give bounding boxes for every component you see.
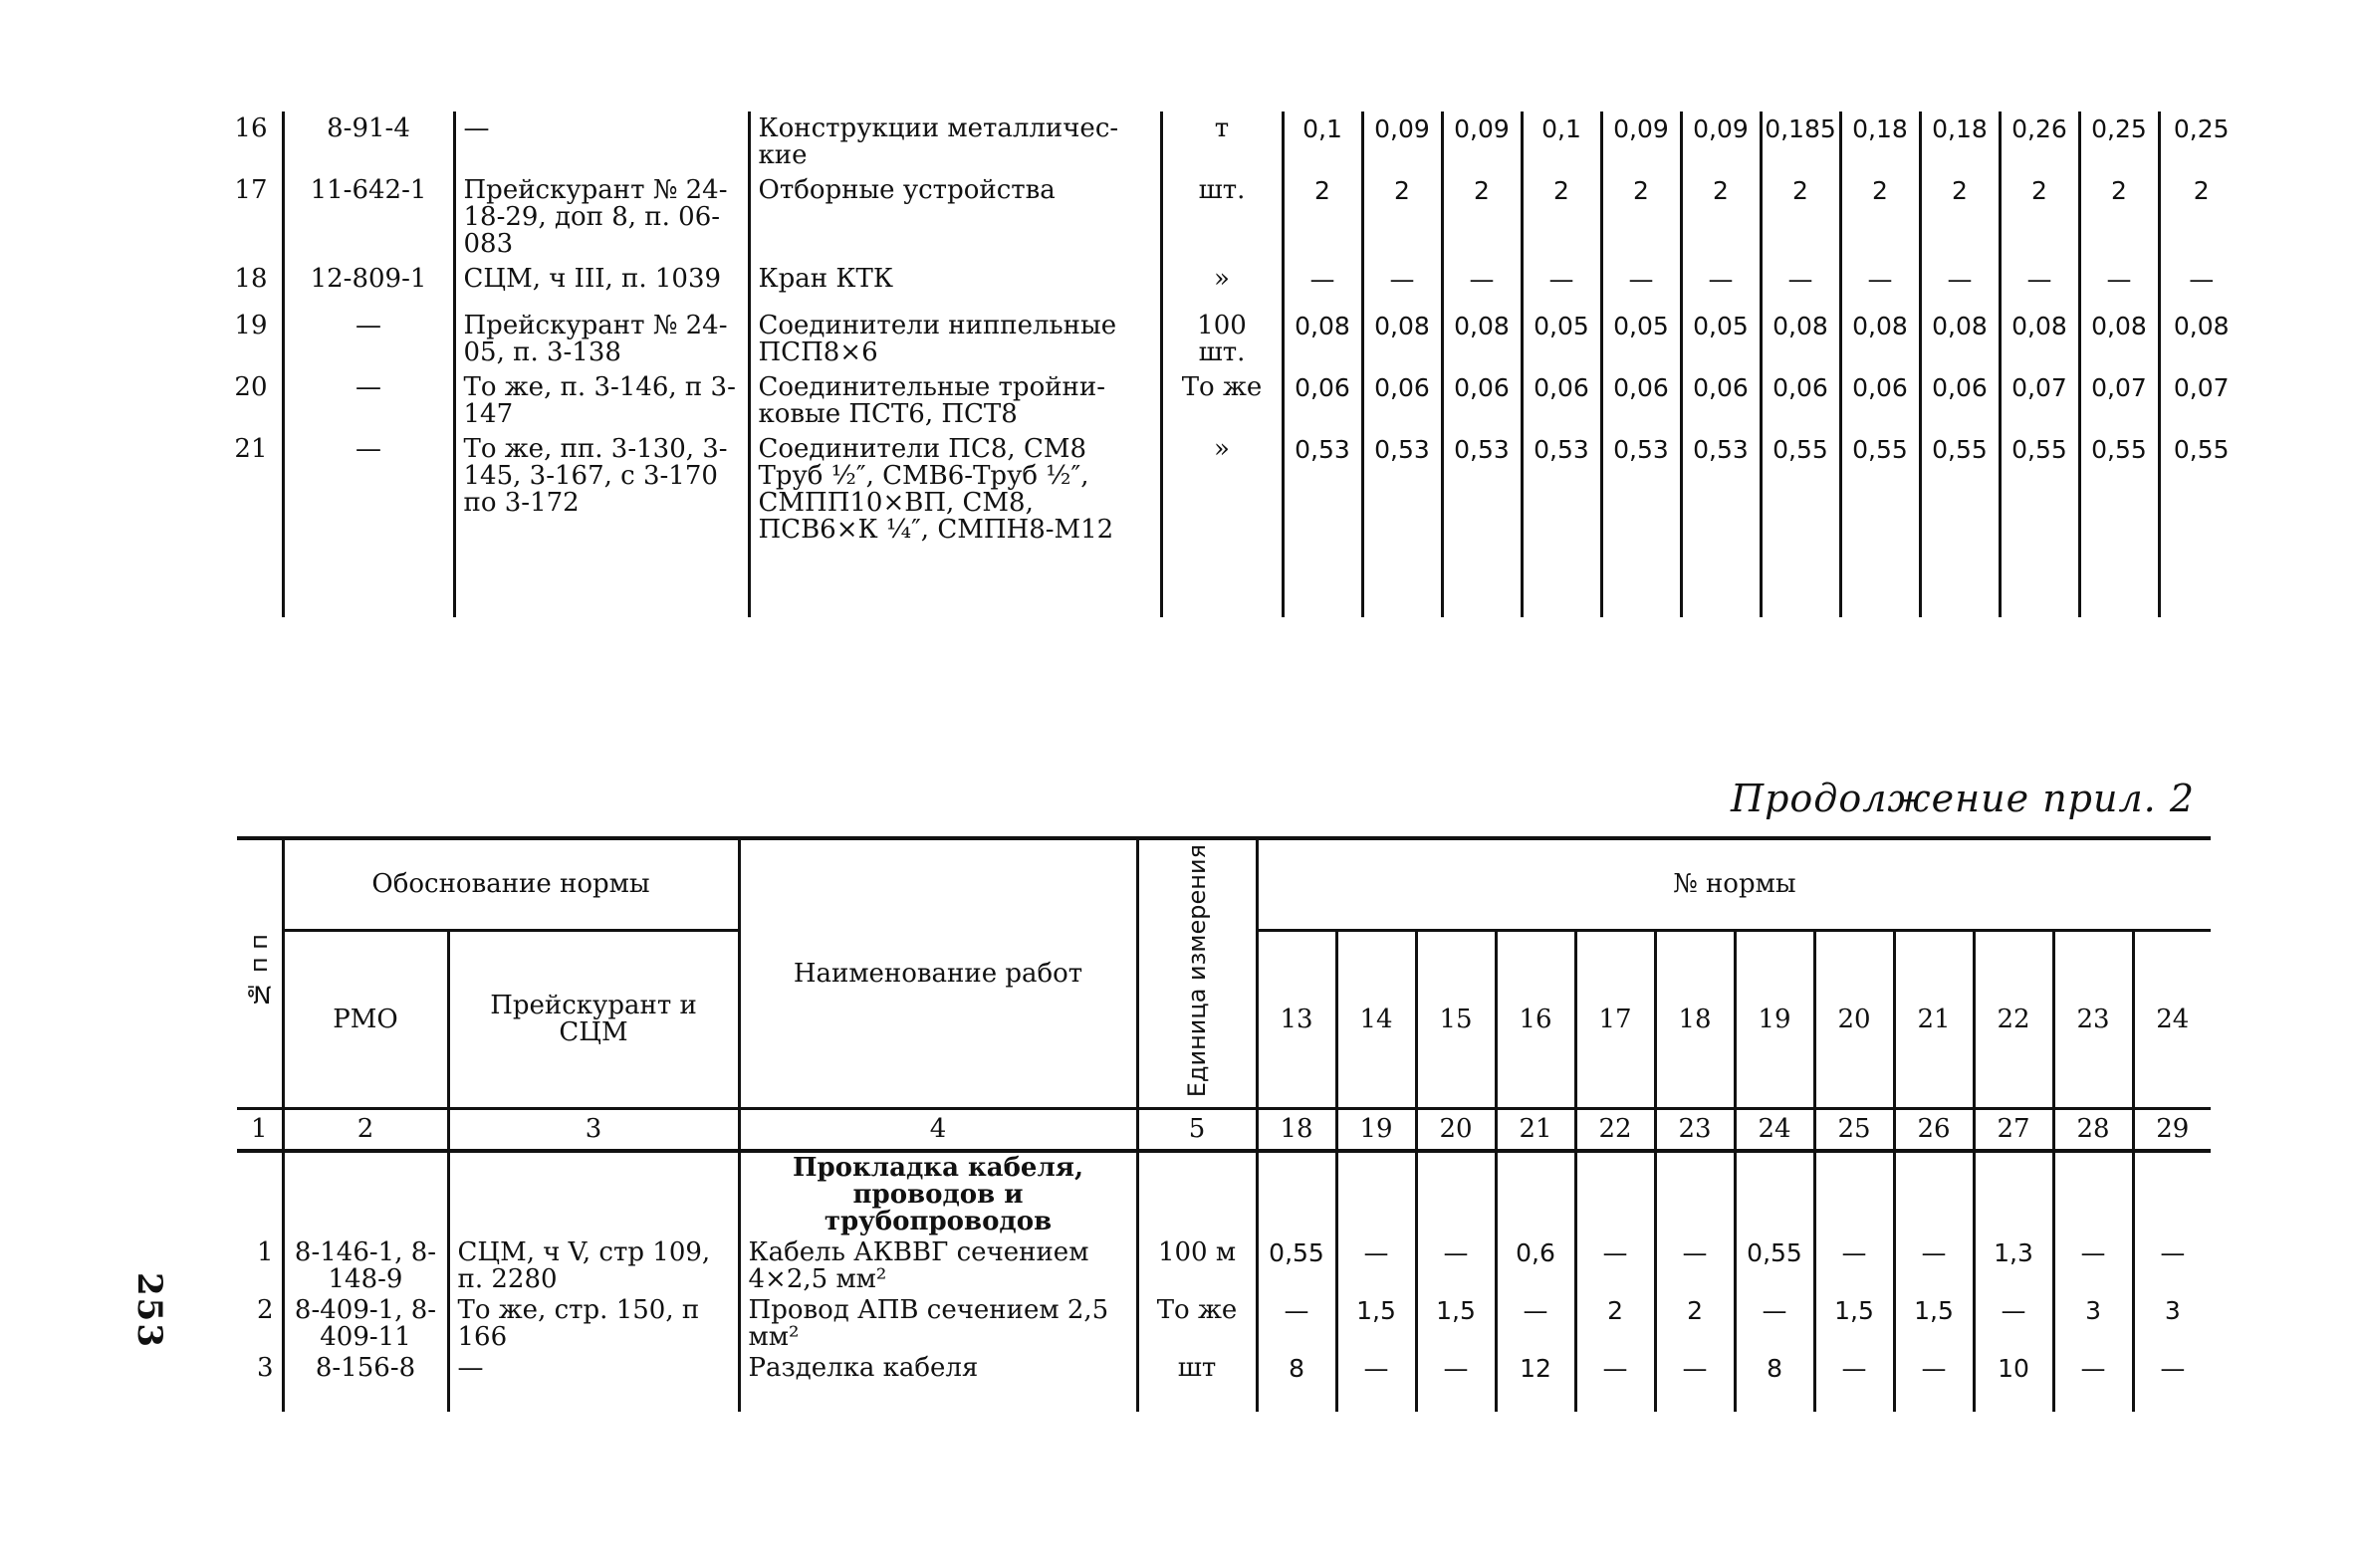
- price-cell: Прейскурант № 24-18-29, доп 8, п. 06-083: [454, 173, 749, 262]
- unit-cell: То же: [1137, 1295, 1257, 1353]
- empty-cell: [1575, 1151, 1655, 1237]
- norm-value-cell: 3: [2133, 1295, 2211, 1353]
- price-cell: То же, п. 3-146, п 3-147: [454, 370, 749, 432]
- norm-value-cell: 3: [2053, 1295, 2133, 1353]
- norm-value-cell: —: [1575, 1237, 1655, 1295]
- price-cell: Прейскурант № 24-05, п. 3-138: [454, 309, 749, 370]
- table-tail-row: [221, 548, 2243, 617]
- norm-value-cell: —: [1840, 262, 1920, 309]
- norm-value-cell: 0,53: [1601, 432, 1681, 548]
- norm-value-cell: —: [2159, 262, 2243, 309]
- row-number: 2: [256, 1295, 274, 1326]
- header-price: Прейскурант и СЦМ: [448, 931, 739, 1109]
- norm-value-cell: 0,09: [1362, 112, 1442, 173]
- row-number: 3: [256, 1353, 274, 1384]
- norm-value-cell: —: [1336, 1237, 1416, 1295]
- norm-value-cell: —: [1575, 1353, 1655, 1412]
- unit-cell: т: [1161, 112, 1283, 173]
- page-number: 253: [129, 1272, 169, 1349]
- section-title: Прокладка кабеля, проводов и трубопроводов: [739, 1151, 1137, 1237]
- empty-cell: [1735, 1151, 1814, 1237]
- empty-cell: [1416, 1151, 1496, 1237]
- work-name-cell: Отборные устройства: [749, 173, 1161, 262]
- row-number: 21: [234, 434, 268, 464]
- column-index: 29: [2133, 1109, 2211, 1152]
- norm-value-cell: 2: [1442, 173, 1522, 262]
- norm-value-cell: 0,07: [2000, 370, 2079, 432]
- norm-value-cell: —: [2079, 262, 2159, 309]
- norm-value-cell: 2: [1575, 1295, 1655, 1353]
- header-unit: [1137, 838, 1257, 1109]
- column-index: 22: [1575, 1109, 1655, 1152]
- norm-value-cell: 0,05: [1601, 309, 1681, 370]
- norm-value-cell: 0,55: [2159, 432, 2243, 548]
- norm-value-cell: —: [2053, 1237, 2133, 1295]
- norm-value-cell: 8: [1735, 1353, 1814, 1412]
- table-row: [221, 370, 2243, 432]
- norm-value-cell: —: [1257, 1295, 1336, 1353]
- column-index: 4: [739, 1109, 1137, 1152]
- norm-value-cell: 1,5: [1336, 1295, 1416, 1353]
- norm-value-cell: 0,08: [2079, 309, 2159, 370]
- norm-value-cell: 0,55: [2079, 432, 2159, 548]
- table-row: [221, 112, 2243, 173]
- empty-cell: [2079, 548, 2159, 617]
- column-index: 21: [1496, 1109, 1575, 1152]
- empty-cell: [1920, 548, 2000, 617]
- empty-cell: [2159, 548, 2243, 617]
- norm-value-cell: 0,55: [2000, 432, 2079, 548]
- norm-value-cell: —: [1416, 1353, 1496, 1412]
- norm-number-header: 23: [2053, 931, 2133, 1109]
- norm-value-cell: 0,53: [1362, 432, 1442, 548]
- price-cell: То же, стр. 150, п 166: [448, 1295, 739, 1353]
- norm-number-header: 17: [1575, 931, 1655, 1109]
- table-row: [237, 1295, 2211, 1353]
- empty-cell: [2000, 548, 2079, 617]
- norm-value-cell: —: [1496, 1295, 1575, 1353]
- norm-value-cell: —: [1761, 262, 1840, 309]
- norm-value-cell: 2: [2159, 173, 2243, 262]
- column-index: 25: [1814, 1109, 1894, 1152]
- norm-value-cell: 0,55: [1761, 432, 1840, 548]
- norm-value-cell: 2: [2000, 173, 2079, 262]
- norm-value-cell: —: [2000, 262, 2079, 309]
- norm-value-cell: 0,08: [1840, 309, 1920, 370]
- norm-number-header: 19: [1735, 931, 1814, 1109]
- header-norm-group: № нормы: [1257, 838, 2211, 931]
- header-num: [237, 838, 283, 1109]
- norm-value-cell: 2: [1655, 1295, 1735, 1353]
- norm-value-cell: —: [2133, 1353, 2211, 1412]
- norm-value-cell: 2: [1601, 173, 1681, 262]
- header-num-label: № п п: [245, 933, 274, 1008]
- norm-value-cell: —: [1601, 262, 1681, 309]
- rmo-cell: 8-146-1, 8-148-9: [283, 1237, 448, 1295]
- section-title-row: [237, 1151, 2211, 1237]
- empty-cell: [221, 548, 283, 617]
- header-rmo: РМО: [283, 931, 448, 1109]
- norm-value-cell: 2: [1681, 173, 1761, 262]
- norm-value-cell: 0,08: [1761, 309, 1840, 370]
- empty-cell: [1336, 1151, 1416, 1237]
- table-row: [221, 262, 2243, 309]
- top-table-body: [221, 112, 2243, 617]
- norm-number-header: 21: [1894, 931, 1974, 1109]
- empty-cell: [2053, 1151, 2133, 1237]
- norm-value-cell: 2: [2079, 173, 2159, 262]
- norm-value-cell: —: [1442, 262, 1522, 309]
- norm-value-cell: 0,05: [1681, 309, 1761, 370]
- column-index: 3: [448, 1109, 739, 1152]
- column-index: 1: [237, 1109, 283, 1152]
- norm-number-header: 22: [1974, 931, 2053, 1109]
- empty-cell: [749, 548, 1161, 617]
- norm-value-cell: 1,5: [1416, 1295, 1496, 1353]
- work-name-cell: Конструкции металличес-кие: [749, 112, 1161, 173]
- work-name-cell: Разделка кабеля: [739, 1353, 1137, 1412]
- norm-value-cell: 0,6: [1496, 1237, 1575, 1295]
- norm-value-cell: —: [1655, 1353, 1735, 1412]
- norm-value-cell: 2: [1362, 173, 1442, 262]
- norm-value-cell: 0,09: [1442, 112, 1522, 173]
- price-cell: СЦМ, ч V, стр 109, п. 2280: [448, 1237, 739, 1295]
- column-index: 18: [1257, 1109, 1336, 1152]
- bottom-table: [237, 836, 2211, 1412]
- row-number: 17: [234, 175, 268, 205]
- work-name-cell: Соединители ПС8, СМ8 Труб ½″, СМВ6-Труб ½″, СМПП10×ВП, СМ8, ПСВ6×К ¼″, СМПН8-М12: [749, 432, 1161, 548]
- unit-cell: 100 шт.: [1161, 309, 1283, 370]
- norm-value-cell: —: [1681, 262, 1761, 309]
- row-number: 19: [234, 311, 268, 340]
- empty-cell: [1974, 1151, 2053, 1237]
- norm-number-header: 18: [1655, 931, 1735, 1109]
- norm-number-header: 20: [1814, 931, 1894, 1109]
- norm-value-cell: 2: [1522, 173, 1601, 262]
- norm-value-cell: 0,06: [1283, 370, 1362, 432]
- norm-value-cell: 0,07: [2079, 370, 2159, 432]
- norm-value-cell: 0,18: [1920, 112, 2000, 173]
- empty-cell: [1601, 548, 1681, 617]
- rmo-cell: 8-409-1, 8-409-11: [283, 1295, 448, 1353]
- norm-value-cell: 0,06: [1601, 370, 1681, 432]
- norm-value-cell: 0,53: [1681, 432, 1761, 548]
- price-cell: —: [448, 1353, 739, 1412]
- norm-value-cell: —: [1974, 1295, 2053, 1353]
- unit-cell: »: [1161, 262, 1283, 309]
- norm-value-cell: 0,185: [1761, 112, 1840, 173]
- empty-cell: [1894, 1151, 1974, 1237]
- empty-cell: [1761, 548, 1840, 617]
- norm-value-cell: 0,55: [1840, 432, 1920, 548]
- norm-value-cell: 1,5: [1814, 1295, 1894, 1353]
- section-empty-num: [237, 1151, 283, 1237]
- empty-cell: [1257, 1151, 1336, 1237]
- empty-cell: [1496, 1151, 1575, 1237]
- norm-value-cell: —: [1814, 1353, 1894, 1412]
- norm-value-cell: 0,06: [1442, 370, 1522, 432]
- bottom-table-body: [237, 1151, 2211, 1412]
- norm-value-cell: 12: [1496, 1353, 1575, 1412]
- section-empty-price: [448, 1151, 739, 1237]
- empty-cell: [1522, 548, 1601, 617]
- norm-number-header: 14: [1336, 931, 1416, 1109]
- norm-value-cell: 0,08: [1283, 309, 1362, 370]
- norm-value-cell: —: [1735, 1295, 1814, 1353]
- empty-cell: [1655, 1151, 1735, 1237]
- norm-value-cell: —: [1416, 1237, 1496, 1295]
- empty-cell: [2133, 1151, 2211, 1237]
- row-number: 1: [256, 1237, 274, 1268]
- rmo-cell: 8-91-4: [283, 112, 454, 173]
- work-name-cell: Кран КТК: [749, 262, 1161, 309]
- norm-value-cell: 0,08: [1442, 309, 1522, 370]
- norm-value-cell: 0,53: [1522, 432, 1601, 548]
- norm-value-cell: —: [2053, 1353, 2133, 1412]
- norm-value-cell: 0,06: [1920, 370, 2000, 432]
- column-index: 19: [1336, 1109, 1416, 1152]
- norm-value-cell: 2: [1283, 173, 1362, 262]
- column-index: 26: [1894, 1109, 1974, 1152]
- column-index: 28: [2053, 1109, 2133, 1152]
- table-row: [221, 173, 2243, 262]
- norm-value-cell: 0,06: [1840, 370, 1920, 432]
- continuation-caption: Продолжение прил. 2: [1730, 777, 2195, 820]
- norm-value-cell: —: [2133, 1237, 2211, 1295]
- empty-cell: [1681, 548, 1761, 617]
- norm-value-cell: 8: [1257, 1353, 1336, 1412]
- rmo-cell: —: [283, 370, 454, 432]
- norm-value-cell: 0,18: [1840, 112, 1920, 173]
- norm-value-cell: 0,07: [2159, 370, 2243, 432]
- norm-value-cell: 0,26: [2000, 112, 2079, 173]
- norm-value-cell: 10: [1974, 1353, 2053, 1412]
- rmo-cell: 12-809-1: [283, 262, 454, 309]
- norm-value-cell: 0,05: [1522, 309, 1601, 370]
- table-row: [237, 1353, 2211, 1412]
- empty-cell: [1814, 1151, 1894, 1237]
- table-row: [237, 1237, 2211, 1295]
- empty-cell: [1362, 548, 1442, 617]
- work-name-cell: Соединительные тройни-ковые ПСТ6, ПСТ8: [749, 370, 1161, 432]
- column-index: 20: [1416, 1109, 1496, 1152]
- table-row: [221, 309, 2243, 370]
- top-table: [221, 112, 2243, 617]
- norm-number-header: 16: [1496, 931, 1575, 1109]
- rmo-cell: 11-642-1: [283, 173, 454, 262]
- norm-value-cell: —: [1522, 262, 1601, 309]
- price-cell: То же, пп. 3-130, 3-145, 3-167, с 3-170 по 3-172: [454, 432, 749, 548]
- norm-value-cell: 0,06: [1362, 370, 1442, 432]
- header-unit-label: Единица измерения: [1183, 844, 1212, 1098]
- norm-value-cell: —: [1814, 1237, 1894, 1295]
- norm-value-cell: 0,09: [1601, 112, 1681, 173]
- norm-value-cell: —: [1655, 1237, 1735, 1295]
- norm-value-cell: 0,55: [1735, 1237, 1814, 1295]
- rmo-cell: —: [283, 432, 454, 548]
- table-row: [221, 432, 2243, 548]
- norm-value-cell: 0,08: [1920, 309, 2000, 370]
- norm-value-cell: 0,08: [1362, 309, 1442, 370]
- rmo-cell: 8-156-8: [283, 1353, 448, 1412]
- header-basis-group: Обоснование нормы: [283, 838, 739, 931]
- norm-number-header: 13: [1257, 931, 1336, 1109]
- price-cell: —: [454, 112, 749, 173]
- norm-value-cell: 0,25: [2079, 112, 2159, 173]
- unit-cell: То же: [1161, 370, 1283, 432]
- norm-value-cell: 2: [1920, 173, 2000, 262]
- norm-value-cell: 0,53: [1283, 432, 1362, 548]
- norm-value-cell: 0,09: [1681, 112, 1761, 173]
- norm-number-header: 24: [2133, 931, 2211, 1109]
- section-empty-unit: [1137, 1151, 1257, 1237]
- norm-value-cell: 0,55: [1257, 1237, 1336, 1295]
- norm-value-cell: 0,53: [1442, 432, 1522, 548]
- norm-value-cell: 0,1: [1522, 112, 1601, 173]
- norm-value-cell: —: [1362, 262, 1442, 309]
- empty-cell: [283, 548, 454, 617]
- norm-value-cell: 1,3: [1974, 1237, 2053, 1295]
- norm-value-cell: —: [1920, 262, 2000, 309]
- column-index: 27: [1974, 1109, 2053, 1152]
- empty-cell: [454, 548, 749, 617]
- unit-cell: 100 м: [1137, 1237, 1257, 1295]
- empty-cell: [1442, 548, 1522, 617]
- norm-value-cell: 0,08: [2159, 309, 2243, 370]
- price-cell: СЦМ, ч III, п. 1039: [454, 262, 749, 309]
- empty-cell: [1161, 548, 1283, 617]
- norm-value-cell: —: [1894, 1237, 1974, 1295]
- row-number: 20: [234, 372, 268, 402]
- norm-value-cell: 2: [1840, 173, 1920, 262]
- norm-value-cell: 0,06: [1681, 370, 1761, 432]
- rmo-cell: —: [283, 309, 454, 370]
- norm-value-cell: 0,55: [1920, 432, 2000, 548]
- column-index: 23: [1655, 1109, 1735, 1152]
- row-number: 16: [234, 113, 268, 143]
- work-name-cell: Кабель АКВВГ сечением 4×2,5 мм²: [739, 1237, 1137, 1295]
- norm-value-cell: 0,06: [1761, 370, 1840, 432]
- empty-cell: [1283, 548, 1362, 617]
- header-name: Наименование работ: [739, 838, 1137, 1109]
- work-name-cell: Соединители ниппельные ПСП8×6: [749, 309, 1161, 370]
- norm-value-cell: —: [1283, 262, 1362, 309]
- row-number: 18: [234, 264, 268, 294]
- unit-cell: шт: [1137, 1353, 1257, 1412]
- section-empty-rmo: [283, 1151, 448, 1237]
- column-index: 5: [1137, 1109, 1257, 1152]
- norm-value-cell: 2: [1761, 173, 1840, 262]
- column-index: 2: [283, 1109, 448, 1152]
- norm-number-header: 15: [1416, 931, 1496, 1109]
- column-index: 24: [1735, 1109, 1814, 1152]
- empty-cell: [1840, 548, 1920, 617]
- unit-cell: »: [1161, 432, 1283, 548]
- unit-cell: шт.: [1161, 173, 1283, 262]
- norm-value-cell: —: [1336, 1353, 1416, 1412]
- norm-value-cell: 0,08: [2000, 309, 2079, 370]
- norm-value-cell: —: [1894, 1353, 1974, 1412]
- norm-value-cell: 1,5: [1894, 1295, 1974, 1353]
- work-name-cell: Провод АПВ сечением 2,5 мм²: [739, 1295, 1137, 1353]
- norm-value-cell: 0,25: [2159, 112, 2243, 173]
- norm-value-cell: 0,06: [1522, 370, 1601, 432]
- norm-value-cell: 0,1: [1283, 112, 1362, 173]
